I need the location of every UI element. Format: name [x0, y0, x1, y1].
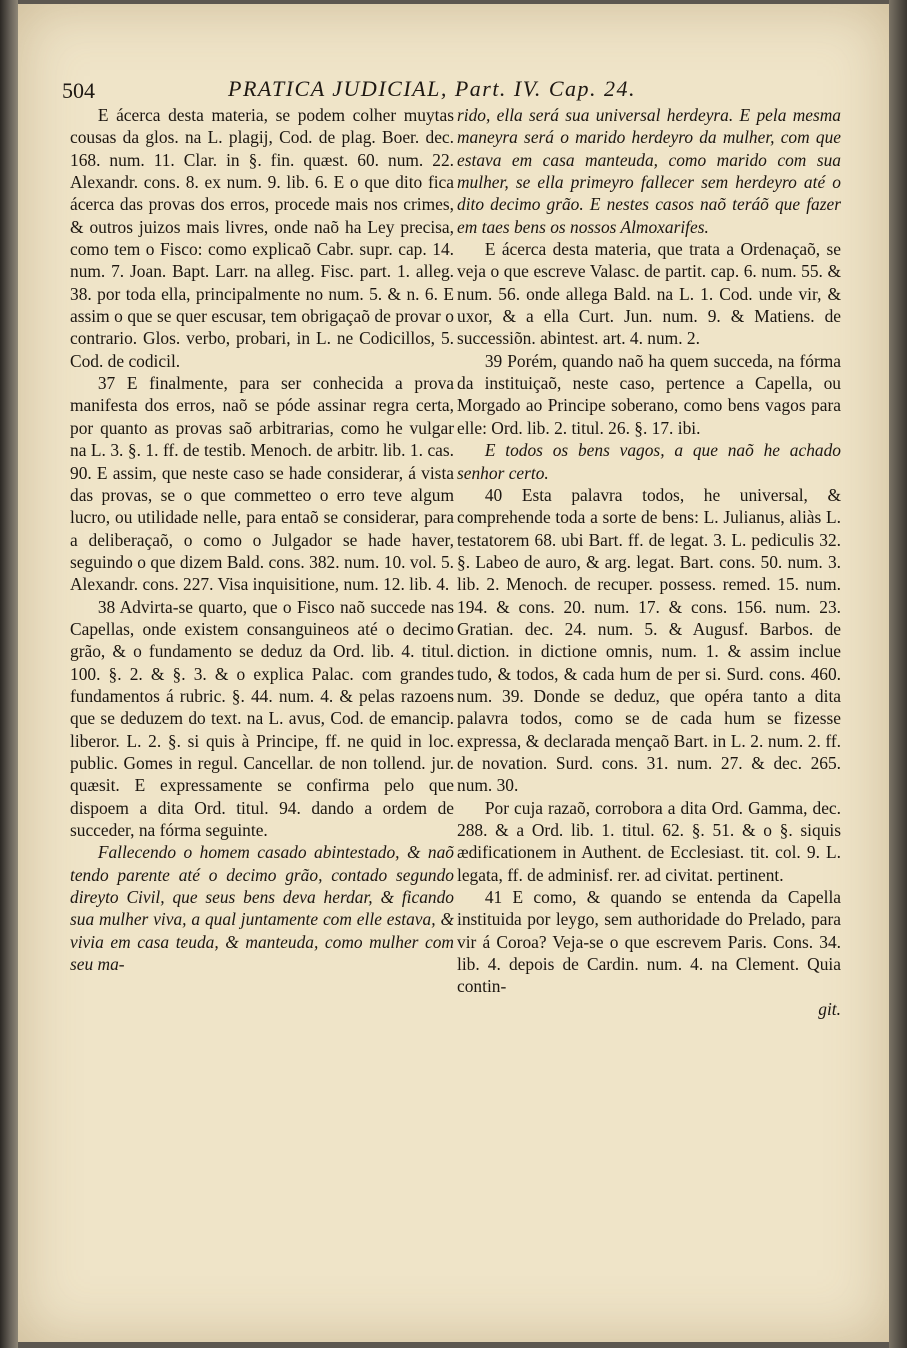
left-column	[70, 104, 454, 975]
paragraph: E ácerca desta materia, se podem colher muytas cousas da glos. na L. plagij, Cod. de plag. Boer. dec. 168. num. 11. Clar. in §. fin. quæst. 60. num. 22. Alexandr. cons. 8. ex num. 9. lib. 6. E o que dito fica ácerca das provas dos erros, procede mais nos crimes, & outros juizos mais livres, onde naõ ha Ley precisa, como tem o Fisco: como explicaõ Cabr. supr. cap. 14. num. 7. Joan. Bapt. Larr. na alleg. Fisc. part. 1. alleg. 38. por toda ella, principalmente no num. 5. & n. 6. E assim o que se quer escusar, tem obrigaçaõ de provar o contrario. Glos. verbo, probari, in L. ne Codicillos, 5. Cod. de codicil.	[70, 105, 454, 371]
paragraph: Por cuja razaõ, corrobora a dita Ord. Gamma, dec. 288. & a Ord. lib. 1. titul. 62. §. 51. & o §. siquis ædificationem in Authent. de Ecclesiast. tit. col. 9. L. legata, ff. de adminisf. rer. ad civitat. pertinent.	[457, 797, 841, 885]
paragraph: 37 E finalmente, para ser conhecida a prova manifesta dos erros, naõ se póde assinar regra certa, por quanto as provas saõ arbitrarias, como he vulgar na L. 3. §. 1. ff. de testib. Menoch. de arbitr. lib. 1. cas. 90. E assim, que neste caso se hade considerar, á vista das provas, se o que commetteo o erro teve algum lucro, ou utilidade nelle, para entaõ se considerar, para a deliberaçaõ, o como o Julgador se hade haver, seguindo o que dizem Bald. cons. 382. num. 10. vol. 5. Alexandr. cons. 227. Visa inquisitione, num. 12. lib. 4.	[70, 373, 454, 595]
paragraph: 39 Porém, quando naõ ha quem succeda, na fórma da instituiçaõ, neste caso, pertence a Capella, ou Morgado ao Principe soberano, como bens vagos para elle: Ord. lib. 2. titul. 26. §. 17. ibi.	[457, 350, 841, 438]
paragraph: 40 Esta palavra todos, he universal, & comprehende toda a sorte de bens: L. Julianus, aliàs L. testatorem 68. ubi Bart. ff. de legat. 3. L. pediculis 32. §. Labeo de auro, & arg. legat. Bart. cons. 50. num. 3. lib. 2. Menoch. de recuper. possess. remed. 15. num. 194. & cons. 20. num. 17. & cons. 156. num. 23. Gratian. dec. 24. num. 5. & Augusf. Barbos. de diction. in dictione omnis, num. 1. & assim inclue tudo, & todos, & cada hum de per si. Surd. cons. 460. num. 39. Donde se deduz, que opéra tanto a dita palavra todos, como se de cada hum se fizesse expressa, & declarada mençaõ Bart. in L. 2. num. 2. ff. de novation. Surd. cons. 31. num. 27. & dec. 265. num. 30.	[457, 484, 841, 796]
paragraph: E ácerca desta materia, que trata a Ordenaçaõ, se veja o que escreve Valasc. de partit. cap. 6. num. 55. & num. 56. onde allega Bald. na L. 1. Cod. unde vir, & uxor, & a ella Curt. Jun. num. 9. & Matiens. de successiõn. abintest. art. 4. num. 2.	[457, 239, 841, 349]
page-edge	[889, 0, 907, 1348]
book-page	[18, 4, 889, 1342]
quoted-ordinance: rido, ella será sua universal herdeyra. E pela mesma maneyra será o marido herdeyro da mulher, com que estava em casa manteuda, como marido com sua mulher, se ella primeyro fallecer sem herdeyro até o dito decimo grão. E nestes casos naõ teráõ que fazer em taes bens os nossos Almoxarifes.	[457, 105, 841, 237]
running-header	[60, 76, 840, 104]
running-title: PRATICA JUDICIAL, Part. IV. Cap. 24.	[228, 76, 637, 101]
quoted-ordinance: Fallecendo o homem casado abintestado, & naõ tendo parente até o decimo grão, contado segundo direyto Civil, que seus bens deva herdar, & ficando sua mulher viva, a qual juntamente com elle estava, & vivia em casa teuda, & manteuda, como mulher com seu ma-	[70, 842, 454, 975]
paragraph: 41 E como, & quando se entenda da Capella instituida por leygo, sem authoridade do Prelado, para vir á Coroa? Veja-se o que escrevem Paris. Cons. 34. lib. 4. depois de Cardin. num. 4. na Clement. Quia contin-	[457, 887, 841, 997]
catchword: git.	[818, 998, 841, 1019]
quoted-ordinance: E todos os bens vagos, a que naõ he achado senhor certo.	[457, 440, 841, 483]
page-number: 504	[62, 78, 95, 103]
right-column	[457, 104, 841, 1020]
book-gutter-shadow	[0, 0, 18, 1348]
paragraph: 38 Advirta-se quarto, que o Fisco naõ succede nas Capellas, onde existem consanguineos até o decimo grão, & o fundamento se deduz da Ord. lib. 4. titul. 100. §. 2. & §. 3. & o explica Palac. com grandes fundamentos á rubric. §. 44. num. 4. & pelas razoens que se deduzem do text. na L. avus, Cod. de emancip. liberor. L. 2. §. si quis à Principe, ff. ne quid in loc. public. Gomes in regul. Cancellar. de non tollend. jur. quæsit. E expressamente se confirma pelo que dispoem a dita Ord. titul. 94. dando a ordem de succeder, na fórma seguinte.	[70, 596, 454, 840]
